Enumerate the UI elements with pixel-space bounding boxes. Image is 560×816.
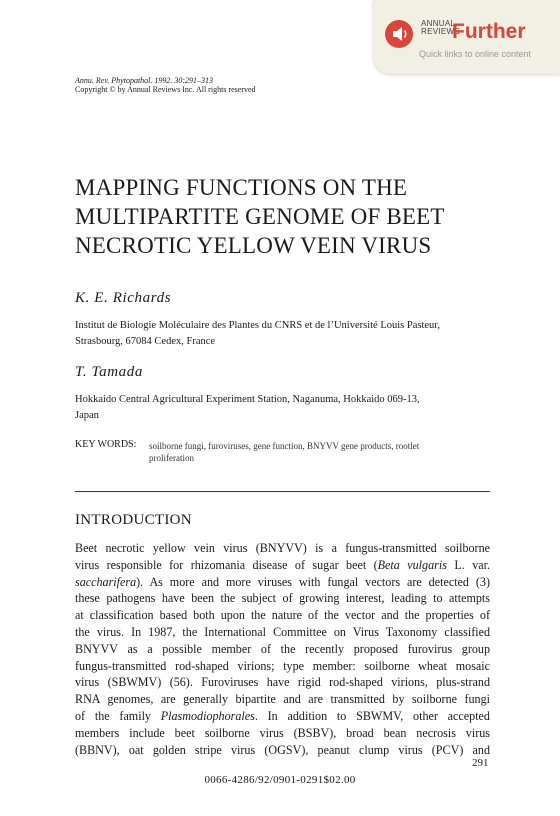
author-affiliation: Hokkaido Central Agricultural Experiment Station, Naganuma, Hokkaido 069-13, Japan	[75, 394, 420, 421]
author-name: K. E. Richards	[75, 290, 172, 306]
body-line: members include beet soilborne virus (BSBV), broad bean necrosis virus	[75, 725, 490, 740]
section-heading: INTRODUCTION	[75, 512, 192, 528]
body-line: virus responsible for rhizomania disease of sugar beet (Beta vulgaris L. var.	[75, 557, 490, 572]
annual-reviews-logo-text: ANNUAL REVIEWS	[421, 19, 460, 36]
author-name: T. Tamada	[75, 364, 143, 380]
keywords-list: soilborne fungi, furoviruses, gene function, BNYVV gene products, rootlet proliferation	[149, 441, 420, 463]
keywords-label: KEY WORDS:	[75, 439, 137, 450]
body-line: the virus. In 1987, the International Committee on Virus Taxonomy classified	[75, 624, 490, 639]
section-divider	[75, 491, 490, 492]
speaker-icon	[385, 20, 413, 48]
citation-block	[75, 76, 256, 94]
body-line: these pathogens have been the subject of growing interest, leading to attempts	[75, 591, 490, 606]
body-line: at classification based both upon the nature of the vector and the properties of	[75, 608, 490, 623]
footer-code: 0066-4286/92/0901-0291$02.00	[204, 774, 356, 786]
body-text	[75, 540, 490, 758]
banner-subtitle[interactable]: Quick links to online content	[419, 49, 532, 59]
title-line: MULTIPARTITE GENOME OF BEET	[75, 204, 445, 229]
body-line: RNA genomes, are generally bipartite and are transmitted by soilborne fungi	[75, 692, 490, 707]
body-line: fungus-transmitted rod-shaped virions; type member: soilborne wheat mosaic	[75, 658, 490, 673]
further-label[interactable]: Further	[452, 20, 526, 43]
body-line: of the family Plasmodiophorales. In addition to SBWMV, other accepted	[75, 708, 490, 723]
article-title	[75, 173, 515, 260]
body-line: (BBNV), oat golden stripe virus (OGSV), peanut clump virus (PCV) and	[75, 742, 490, 757]
journal-citation: Annu. Rev. Phytopathol. 1992. 30:291–313	[75, 76, 214, 85]
author-affiliation: Institut de Biologie Moléculaire des Plantes du CNRS et de l’Université Louis Pasteur, Strasbourg, 67084 Cedex, France	[75, 320, 440, 347]
body-line: virus (SBWMV) (56). Furoviruses have rigid rod-shaped virions, plus-strand	[75, 675, 490, 690]
annual-reviews-further-banner[interactable]	[373, 0, 560, 74]
page-number: 291	[472, 757, 489, 769]
title-line: NECROTIC YELLOW VEIN VIRUS	[75, 233, 432, 258]
body-line: Beet necrotic yellow vein virus (BNYVV) is a fungus-transmitted soilborne	[75, 541, 490, 555]
title-line: MAPPING FUNCTIONS ON THE	[75, 175, 408, 200]
copyright-line: Copyright © by Annual Reviews Inc. All rights reserved	[75, 85, 256, 94]
body-line: saccharifera). As more and more viruses with fungal vectors are detected (3)	[75, 574, 490, 589]
body-line: BNYVV as a possible member of the recently proposed furovirus group	[75, 641, 490, 656]
